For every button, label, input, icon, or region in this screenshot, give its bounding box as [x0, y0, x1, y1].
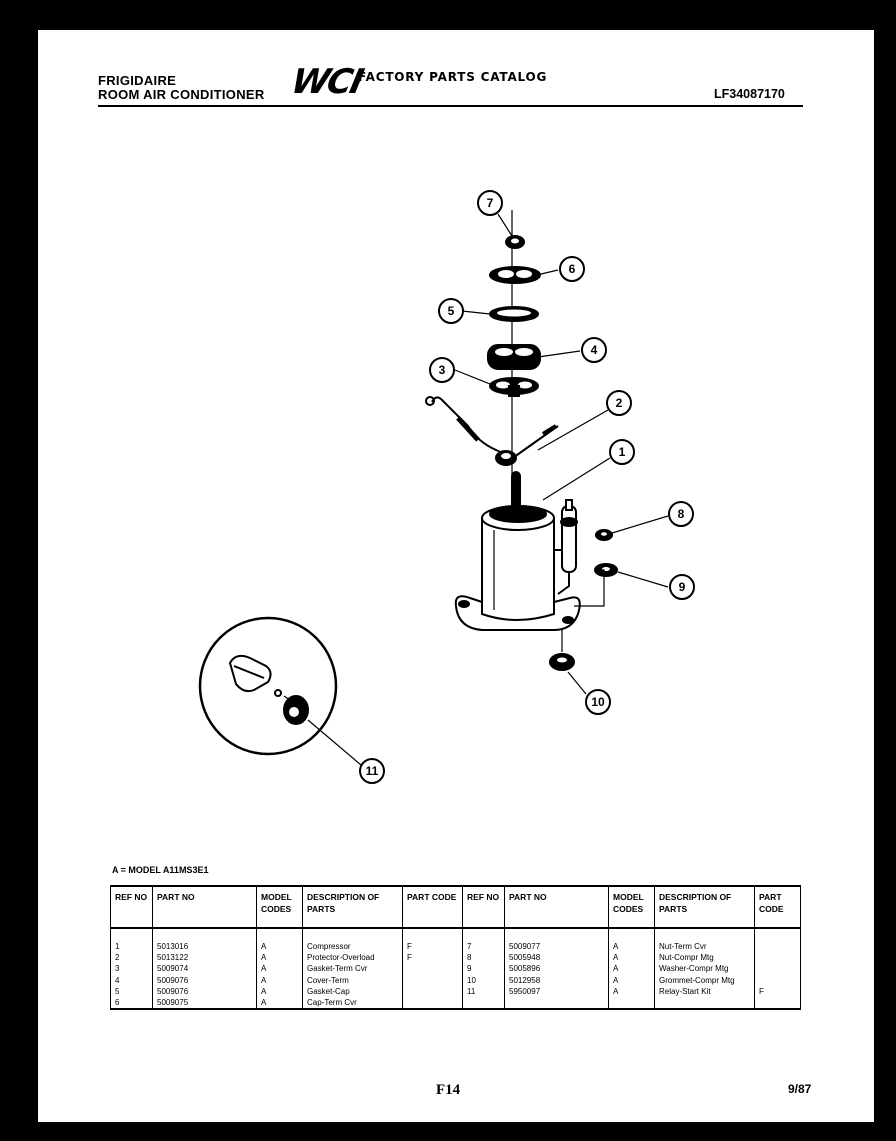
header-ref-no: REF NO — [111, 886, 153, 928]
nut-compressor-mount-icon — [596, 530, 612, 540]
relay-detail-circle — [200, 618, 336, 754]
nut-term-cover-icon — [506, 236, 524, 248]
svg-text:10: 10 — [591, 695, 605, 709]
svg-text:3: 3 — [438, 363, 446, 377]
description-column: Compressor Protector-Overload Gasket-Term Cvr Cover-Term Gasket-Cap Cap-Term Cvr — [303, 928, 403, 1009]
gasket-cap-icon — [490, 307, 538, 321]
header-part-code-2: PART CODE — [755, 886, 801, 928]
callout-8 — [669, 502, 693, 526]
callout-7 — [478, 191, 502, 215]
header-part-code: PART CODE — [403, 886, 463, 928]
svg-text:2: 2 — [615, 396, 623, 410]
callout-5 — [439, 299, 463, 323]
gasket-term-cover-icon — [490, 378, 538, 396]
callout-6 — [560, 257, 584, 281]
part-code-column: F F — [403, 928, 463, 1009]
svg-text:7: 7 — [486, 196, 494, 210]
wci-logo: WCI — [287, 62, 366, 102]
description-column-2: Nut-Term Cvr Nut-Compr Mtg Washer-Compr Mtg Grommet-Compr Mtg Relay-Start Kit — [655, 928, 755, 1009]
part-no-column-2: 5009077 5005948 5005896 5012958 5950097 — [505, 928, 609, 1009]
callout-10 — [586, 690, 610, 714]
table-header-row — [111, 886, 801, 928]
svg-text:4: 4 — [590, 343, 598, 357]
callout-1 — [610, 440, 634, 464]
header-part-no-2: PART NO — [505, 886, 609, 928]
catalog-page — [38, 30, 874, 1122]
header-model-codes: MODEL CODES — [257, 886, 303, 928]
model-codes-column-2: A A A A A — [609, 928, 655, 1009]
callout-2 — [607, 391, 631, 415]
header-model-codes-2: MODEL CODES — [609, 886, 655, 928]
svg-text:8: 8 — [677, 507, 685, 521]
svg-text:11: 11 — [365, 764, 379, 778]
grommet-compressor-mount-icon — [550, 630, 574, 670]
callout-3 — [430, 358, 454, 382]
part-code-column-2: F — [755, 928, 801, 1009]
parts-table — [110, 885, 801, 1010]
overload-protector-icon — [426, 397, 558, 465]
table-row — [111, 928, 801, 1009]
header-description: DESCRIPTION OF PARTS — [303, 886, 403, 928]
svg-text:9: 9 — [678, 580, 686, 594]
callout-11 — [360, 759, 384, 783]
brand-name: FRIGIDAIRE — [98, 73, 177, 88]
svg-text:5: 5 — [447, 304, 455, 318]
catalog-number: LF34087170 — [714, 87, 785, 101]
part-no-column: 5013016 5013122 5009074 5009076 5009076 5009075 — [153, 928, 257, 1009]
svg-text:1: 1 — [618, 445, 626, 459]
model-note: A = MODEL A11MS3E1 — [112, 865, 209, 875]
relay-tube-icon — [554, 500, 577, 594]
header-part-no: PART NO — [153, 886, 257, 928]
cover-term-icon — [488, 345, 540, 369]
revision-date: 9/87 — [788, 1082, 812, 1096]
model-codes-column: A A A A A A — [257, 928, 303, 1009]
product-line: ROOM AIR CONDITIONER — [98, 87, 265, 102]
ref-column: 1 2 3 4 5 6 — [111, 928, 153, 1009]
cap-term-cover-icon — [490, 267, 540, 283]
exploded-parts-diagram — [38, 30, 874, 860]
catalog-title: FACTORY PARTS CATALOG — [358, 70, 548, 84]
header-description-2: DESCRIPTION OF PARTS — [655, 886, 755, 928]
svg-text:6: 6 — [568, 262, 576, 276]
callout-9 — [670, 575, 694, 599]
header-ref-no-2: REF NO — [463, 886, 505, 928]
callout-4 — [582, 338, 606, 362]
washer-compressor-mount-icon — [574, 564, 617, 606]
ref-column-2: 7 8 9 10 11 — [463, 928, 505, 1009]
page-number: F14 — [436, 1082, 461, 1098]
